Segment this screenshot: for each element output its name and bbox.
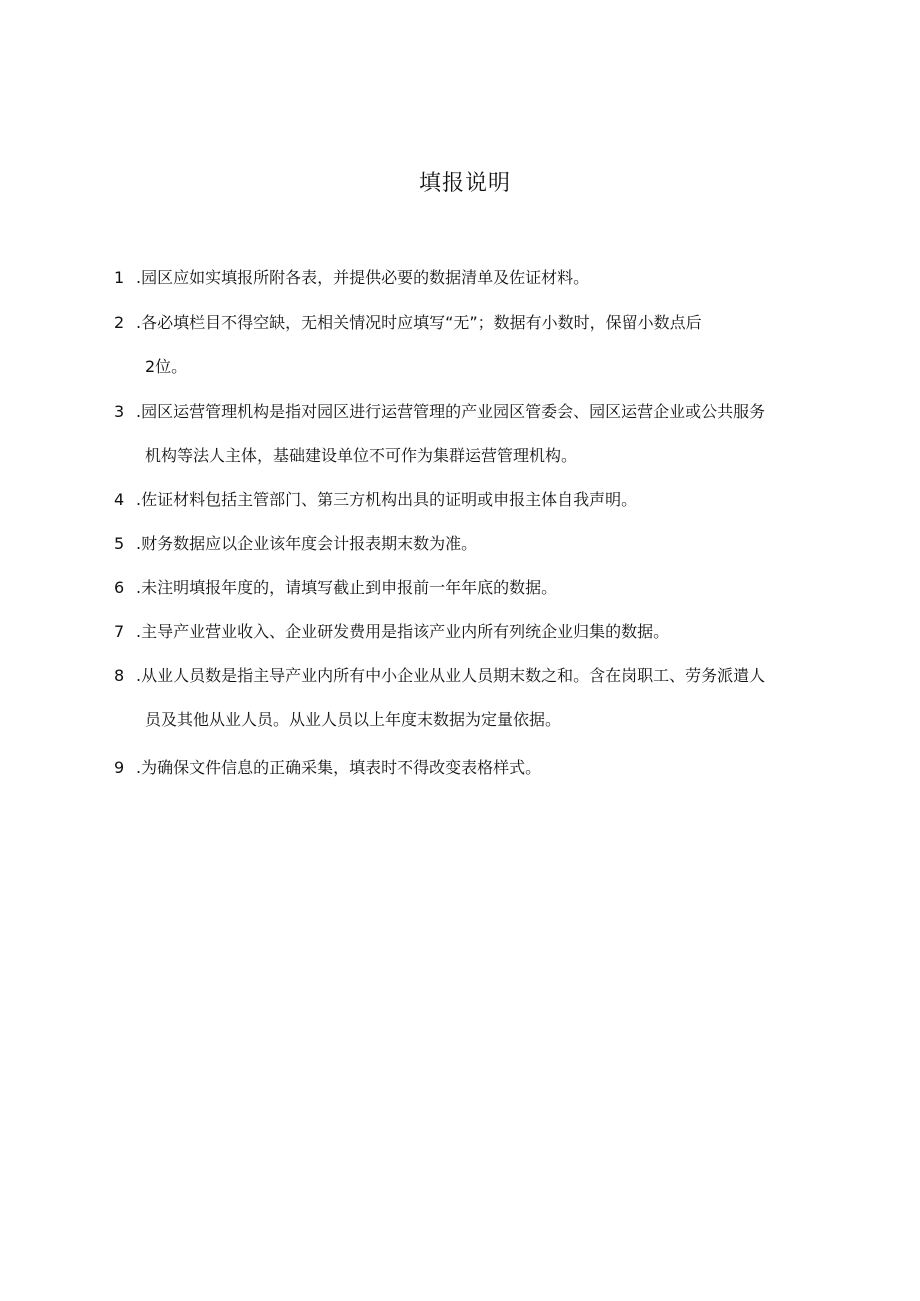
item-text: .从业人员数是指主导产业内所有中小企业从业人员期末数之和。含在岗职工、劳务派遣人 — [136, 666, 766, 685]
item-text: .未注明填报年度的，请填写截止到申报前一年年底的数据。 — [136, 578, 558, 597]
item-number: 6 — [114, 578, 125, 597]
item-number: 8 — [114, 666, 125, 685]
instruction-item-6 — [114, 578, 557, 598]
instruction-item-3-continuation: 机构等法人主体，基础建设单位不可作为集群运营管理机构。 — [145, 446, 578, 465]
item-text: .园区运营管理机构是指对园区进行运营管理的产业园区管委会、园区运营企业或公共服务 — [136, 402, 766, 421]
item-text: .园区应如实填报所附各表，并提供必要的数据清单及佐证材料。 — [136, 268, 590, 287]
item-text: .财务数据应以企业该年度会计报表期末数为准。 — [136, 534, 478, 553]
instruction-item-3 — [114, 402, 765, 422]
item-text: .为确保文件信息的正确采集，填表时不得改变表格样式。 — [136, 758, 542, 777]
page-title: 填报说明 — [418, 171, 511, 196]
item-number: 1 — [114, 268, 125, 287]
instruction-item-2 — [114, 313, 702, 333]
item-number: 2 — [114, 313, 125, 332]
item-number: 7 — [114, 622, 125, 641]
instruction-item-4 — [114, 490, 637, 510]
instruction-item-2-continuation: 2位。 — [145, 357, 188, 376]
item-text: .佐证材料包括主管部门、第三方机构出具的证明或申报主体自我声明。 — [136, 490, 638, 509]
item-number: 3 — [114, 402, 125, 421]
instruction-item-7 — [114, 622, 669, 642]
item-number: 4 — [114, 490, 125, 509]
instruction-item-5 — [114, 534, 477, 554]
item-number: 9 — [114, 758, 125, 777]
instruction-item-9 — [114, 758, 541, 778]
item-text: .主导产业营业收入、企业研发费用是指该产业内所有列统企业归集的数据。 — [136, 622, 670, 641]
item-number: 5 — [114, 534, 125, 553]
instruction-item-8-continuation: 员及其他从业人员。从业人员以上年度末数据为定量依据。 — [145, 710, 562, 729]
item-text: .各必填栏目不得空缺，无相关情况时应填写“无”；数据有小数时，保留小数点后 — [136, 313, 702, 332]
instruction-item-1 — [114, 268, 589, 288]
instruction-item-8 — [114, 666, 765, 686]
